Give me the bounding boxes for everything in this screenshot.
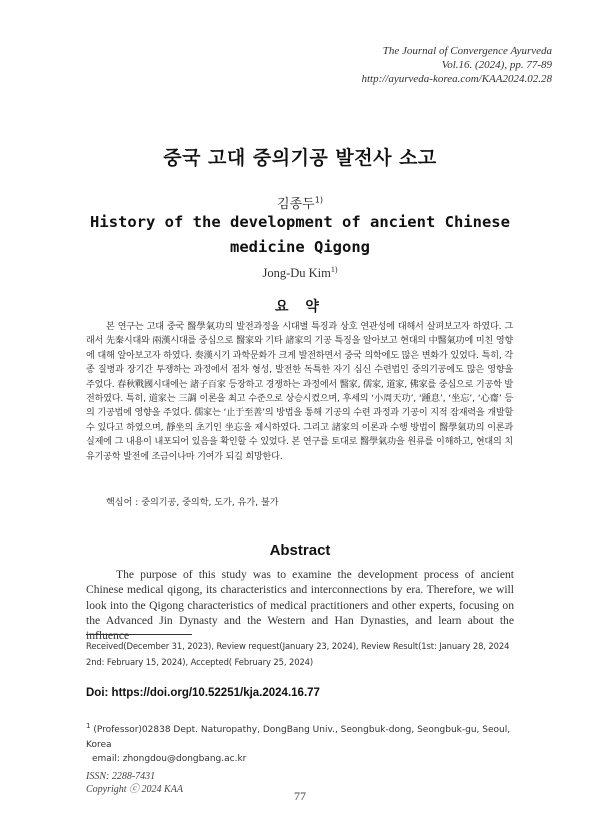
- author-english: [0, 265, 600, 281]
- journal-name: The Journal of Convergence Ayurveda: [382, 45, 552, 57]
- keywords-korean: 핵심어 : 중의기공, 중의학, 도가, 유가, 불가: [106, 498, 279, 508]
- journal-url[interactable]: http://ayurveda-korea.com/KAA2024.02.28: [361, 73, 552, 85]
- author-footnote: [86, 719, 526, 767]
- title-korean: 중국 고대 중의기공 발전사 소고: [163, 147, 437, 169]
- abstract-english-body: The purpose of this study was to examine the development process of ancient Chinese medical qigong, its characteristics and interconnections by era. Therefore, we will look into the Qigong characteristics of medical practitioners and other experts, focusing on the Advanced Jin Dynasty and the Western and Han Dynasties, and learn about the influence: [86, 568, 514, 643]
- abstract-english-heading: Abstract: [269, 542, 331, 559]
- author-english-footnote-mark: 1): [330, 265, 338, 274]
- abstract-korean-heading: 요 약: [275, 299, 325, 315]
- received-dates: Received(December 31, 2023), Review request(January 23, 2024), Review Result(1st: January 28, 2024 2nd: February 15, 2024), Accepted( February 25, 2024): [86, 641, 510, 667]
- footnote-divider: [86, 634, 192, 635]
- abstract-korean-body: 본 연구는 고대 중국 醫學氣功의 발전과정을 시대별 특징과 상호 연관성에 대해서 살펴보고자 하였다. 그래서 先秦시대와 兩漢시대를 중심으로 醫家와 기타 諸家의 기공 특징을 알아보고 현대의 中醫氣功에 미친 영향에 대해 알아보고자 하였다. 奏漢시기 과학문화가 크게 발전하면서 중국 의학에도 많은 변화가 있었다. 특히, 각종 질병과 장기간 투쟁하는 과정에서 점차 형성, 발전한 독특한 자기 심신 수련법인 중의기공에도 많은 영향을 주었다. 春秋戰國시대에는 諸子百家 등장하고 경쟁하는 과정에서 醫家, 儒家, 道家, 佛家를 중심으로 기공학 발전하였다. 특히, 道家는 三調 이론을 최고 수준으로 상승시켰으며, 후세의 ‘小周天功’, ‘踵息’, ‘坐忘’, ‘心齋’ 등의 기공법에 영향을 주었다. 儒家는 ‘止于至善’의 방법을 통해 기공의 수련 과정과 기공이 지적 잠재력을 개발할 수 있다고 하였으며, 靜坐의 초기인 坐忘을 제시하였다. 그리고 諸家의 이론과 수행 방법이 醫學氣功의 이론과 실제에 그 내용이 내포되어 있음을 확인할 수 있었다. 본 연구를 토대로 醫學氣功을 원류를 이해하고, 현대의 치유기공학 발전에 조금이나마 기여가 되길 희망한다.: [86, 322, 513, 462]
- title-english: [0, 210, 600, 260]
- footnote-mark: 1: [86, 722, 91, 730]
- page-number: 77: [294, 789, 306, 803]
- journal-header: [361, 44, 552, 86]
- issn: ISSN: 2288-7431: [86, 771, 156, 782]
- author-korean-footnote-mark: 1): [314, 195, 323, 205]
- title-english-line-2: medicine Qigong: [230, 238, 370, 256]
- journal-volume: Vol.16. (2024), pp. 77-89: [441, 59, 552, 71]
- author-english-name: Jong-Du Kim: [262, 266, 331, 281]
- title-english-line-1: History of the development of ancient Chinese: [90, 213, 510, 231]
- footnote-affiliation: (Professor)02838 Dept. Naturopathy, DongBang Univ., Seongbuk-dong, Seongbuk-gu, Seoul, Korea: [86, 725, 511, 750]
- doi-link[interactable]: Doi: https://doi.org/10.52251/kja.2024.16.77: [86, 687, 320, 699]
- author-korean-name: 김종두: [277, 197, 315, 212]
- copyright: Copyright ⓒ 2024 KAA: [86, 784, 183, 795]
- footnote-email[interactable]: email: zhongdou@dongbang.ac.kr: [92, 754, 247, 764]
